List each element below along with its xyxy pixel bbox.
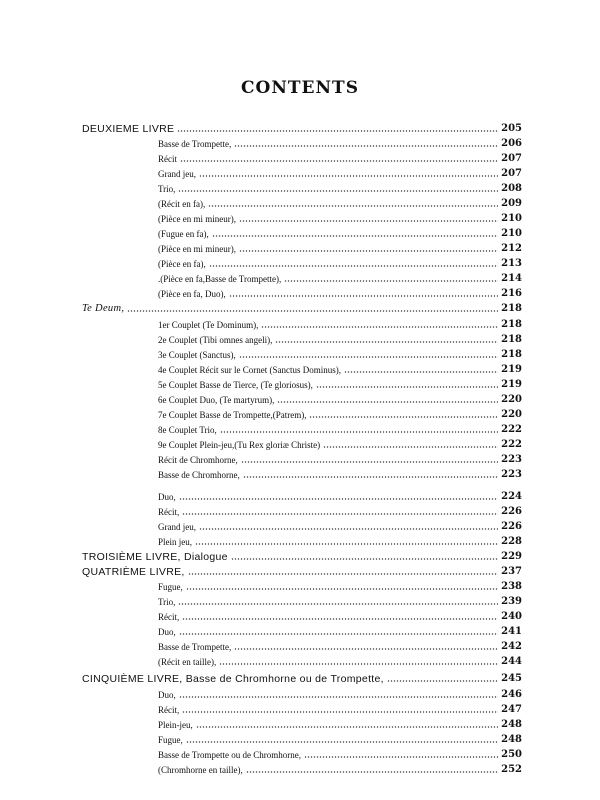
- page-number: 219: [501, 364, 522, 375]
- toc-entry-label: (Récit en taille),: [158, 657, 217, 667]
- page-number: 224: [501, 491, 522, 502]
- dot-leader: [275, 341, 498, 343]
- toc-entry-label: Récit,: [158, 507, 180, 517]
- toc-entry: [158, 421, 522, 435]
- page-number: 223: [501, 454, 522, 465]
- dot-leader: [234, 145, 498, 147]
- toc-entry-label: (Pièce en mi mineur),: [158, 214, 236, 224]
- dot-leader: [241, 461, 498, 463]
- toc-entry-label: Fugue,: [158, 582, 183, 592]
- toc-entry: [158, 653, 522, 667]
- dot-leader: [239, 356, 498, 358]
- page-number: 246: [501, 689, 522, 700]
- dot-leader: [178, 603, 498, 605]
- toc-entry-label: Duo,: [158, 492, 176, 502]
- dot-leader: [179, 696, 498, 698]
- toc-entry-label: Duo,: [158, 690, 176, 700]
- dot-leader: [178, 190, 498, 192]
- toc-entry: [158, 466, 522, 480]
- toc-entry: [158, 270, 522, 284]
- toc-entry-label: (Chromhorne en taille),: [158, 765, 243, 775]
- page-number: 241: [501, 626, 522, 637]
- toc-entry-label: (Pièce en fa, Duo),: [158, 289, 226, 299]
- toc-entry-label: Basse de Trompette ou de Chromhorne,: [158, 750, 301, 760]
- dot-leader: [231, 558, 498, 560]
- page-number: 220: [501, 409, 522, 420]
- page-number: 218: [501, 334, 522, 345]
- toc-entry: [158, 488, 522, 502]
- dot-leader: [179, 633, 498, 635]
- page-number: 240: [501, 611, 522, 622]
- page-number: 252: [501, 764, 522, 775]
- toc-entry: [158, 451, 522, 465]
- page-number: 210: [501, 228, 522, 239]
- toc-entry: [158, 255, 522, 269]
- dot-leader: [304, 756, 498, 758]
- dot-leader: [182, 618, 498, 620]
- dot-leader: [199, 528, 498, 530]
- toc-entry: [158, 503, 522, 517]
- toc-entry: [158, 225, 522, 239]
- toc-entry-label: 8e Couplet Trio,: [158, 425, 217, 435]
- dot-leader: [182, 711, 498, 713]
- toc-entry-label: Fugue,: [158, 735, 183, 745]
- toc-entry: [158, 406, 522, 420]
- dot-leader: [196, 726, 498, 728]
- toc-entry-label: Trio,: [158, 184, 176, 194]
- dot-leader: [243, 476, 498, 478]
- toc-entry: [158, 180, 522, 194]
- toc-entry-label: Récit: [158, 154, 177, 164]
- dot-leader: [309, 416, 498, 418]
- page-number: 218: [501, 349, 522, 360]
- toc-entry: [158, 210, 522, 224]
- page-number: 212: [501, 243, 522, 254]
- page-number: 216: [501, 288, 522, 299]
- toc-entry-label: Trio,: [158, 597, 176, 607]
- page-number: 210: [501, 213, 522, 224]
- toc-entry: [158, 731, 522, 745]
- toc-entry: [158, 135, 522, 149]
- dot-leader: [220, 431, 498, 433]
- toc-entry: [158, 165, 522, 179]
- dot-leader: [195, 543, 498, 545]
- page-number: 238: [501, 581, 522, 592]
- dot-leader: [219, 663, 498, 665]
- toc-entry-label: (Récit en fa),: [158, 199, 206, 209]
- page-number: 228: [501, 536, 522, 547]
- toc-section: [82, 548, 522, 562]
- page-number: 206: [501, 138, 522, 149]
- toc-entry-label: Basse de Chromhorne,: [158, 470, 240, 480]
- dot-leader: [316, 386, 498, 388]
- dot-leader: [127, 310, 498, 312]
- toc-entry-label: Basse de Trompette,: [158, 139, 232, 149]
- toc-entry-label: QUATRIÈME LIVRE,: [82, 566, 185, 578]
- page-number: 223: [501, 469, 522, 480]
- dot-leader: [199, 175, 498, 177]
- toc-entry: [158, 195, 522, 209]
- toc-entry-label: (Pièce en mi mineur),: [158, 244, 236, 254]
- toc-entry-label: 3e Couplet (Sanctus),: [158, 350, 236, 360]
- toc-section: [82, 563, 522, 577]
- page-number: 248: [501, 734, 522, 745]
- toc-entry: [158, 436, 522, 450]
- toc-entry-label: Récit de Chromhorne,: [158, 455, 238, 465]
- dot-leader: [234, 648, 498, 650]
- toc-entry: [158, 316, 522, 330]
- toc-entry-label: 2e Couplet (Tibi omnes angeli),: [158, 335, 273, 345]
- dot-leader: [277, 401, 498, 403]
- toc-entry-label: 4e Couplet Récit sur le Cornet (Sanctus Dominus),: [158, 365, 341, 375]
- page-number: 218: [501, 303, 522, 314]
- toc-entry-label: (Pièce en fa),: [158, 259, 206, 269]
- toc-entry: [158, 686, 522, 700]
- page-number: 218: [501, 319, 522, 330]
- page-number: 244: [501, 656, 522, 667]
- toc-entry-label: Grand jeu,: [158, 522, 196, 532]
- toc-entry: [158, 623, 522, 637]
- toc-entry-label: Plein jeu,: [158, 537, 192, 547]
- toc-entry: [158, 533, 522, 547]
- toc-entry-label: Plein-jeu,: [158, 720, 193, 730]
- page-number: 219: [501, 379, 522, 390]
- page-number: 213: [501, 258, 522, 269]
- toc-entry-label: (Fugue en fa),: [158, 229, 209, 239]
- toc-entry-label: CINQUIÈME LIVRE, Basse de Chromhorne ou de Trompette,: [82, 673, 384, 685]
- toc-section: [82, 120, 522, 134]
- toc-entry: [158, 285, 522, 299]
- toc-entry: [158, 361, 522, 375]
- page-number: 237: [501, 566, 522, 577]
- page-number: 239: [501, 596, 522, 607]
- toc-entry-label: 9e Couplet Plein-jeu,(Tu Rex gloriæ Christe): [158, 440, 321, 450]
- page-number: 222: [501, 424, 522, 435]
- page-number: 248: [501, 719, 522, 730]
- toc-entry: [158, 391, 522, 405]
- dot-leader: [239, 220, 498, 222]
- toc-entry-label: Grand jeu,: [158, 169, 196, 179]
- toc-entry: [158, 746, 522, 760]
- toc-section: [82, 300, 522, 314]
- toc-entry-label: DEUXIEME LIVRE: [82, 123, 175, 135]
- toc-entry-label: 1er Couplet (Te Dominum),: [158, 320, 259, 330]
- dot-leader: [239, 250, 498, 252]
- toc-entry: [158, 761, 522, 775]
- toc-entry-label: .(Pièce en fa,Basse de Trompette),: [158, 274, 282, 284]
- page-number: 207: [501, 168, 522, 179]
- page-number: 214: [501, 273, 522, 284]
- dot-leader: [182, 513, 498, 515]
- page-number: 208: [501, 183, 522, 194]
- page-number: 226: [501, 521, 522, 532]
- dot-leader: [323, 446, 498, 448]
- dot-leader: [212, 235, 498, 237]
- dot-leader: [208, 205, 498, 207]
- page-number: 242: [501, 641, 522, 652]
- dot-leader: [261, 326, 498, 328]
- dot-leader: [284, 280, 498, 282]
- dot-leader: [229, 295, 498, 297]
- toc-entry: [158, 376, 522, 390]
- toc-entry: [158, 701, 522, 715]
- toc-entry-label: 6e Couplet Duo, (Te martyrum),: [158, 395, 275, 405]
- toc-section: [82, 670, 522, 684]
- page-number: 220: [501, 394, 522, 405]
- page-number: 222: [501, 439, 522, 450]
- toc-entry: [158, 578, 522, 592]
- dot-leader: [179, 498, 498, 500]
- page-number: 250: [501, 749, 522, 760]
- dot-leader: [209, 265, 498, 267]
- toc-entry: [158, 150, 522, 164]
- toc-entry: [158, 346, 522, 360]
- dot-leader: [344, 371, 498, 373]
- dot-leader: [186, 588, 498, 590]
- dot-leader: [188, 573, 498, 575]
- page-number: 226: [501, 506, 522, 517]
- toc-entry: [158, 518, 522, 532]
- toc-entry: [158, 608, 522, 622]
- toc-entry-label: Récit,: [158, 612, 180, 622]
- toc-entry-label: 5e Couplet Basse de Tierce, (Te gloriosus),: [158, 380, 313, 390]
- toc-entry-label: 7e Couplet Basse de Trompette,(Patrem),: [158, 410, 307, 420]
- toc-entry: [158, 638, 522, 652]
- page-number: 205: [501, 123, 522, 134]
- toc-entry-label: Duo,: [158, 627, 176, 637]
- page-number: 207: [501, 153, 522, 164]
- toc-entry: [158, 331, 522, 345]
- toc-entry: [158, 593, 522, 607]
- toc-entry: [158, 240, 522, 254]
- toc-entry-label: Basse de Trompette,: [158, 642, 232, 652]
- page-number: 209: [501, 198, 522, 209]
- dot-leader: [246, 771, 498, 773]
- page-title: CONTENTS: [241, 78, 359, 98]
- dot-leader: [180, 160, 498, 162]
- dot-leader: [177, 130, 498, 132]
- toc-entry-label: Récit,: [158, 705, 180, 715]
- toc-entry-label: TROISIÈME LIVRE, Dialogue: [82, 551, 228, 563]
- page-number: 245: [501, 673, 522, 684]
- dot-leader: [186, 741, 498, 743]
- toc-entry-label: Te Deum,: [82, 303, 125, 314]
- dot-leader: [387, 680, 498, 682]
- toc-entry: [158, 716, 522, 730]
- page-number: 229: [501, 551, 522, 562]
- page-number: 247: [501, 704, 522, 715]
